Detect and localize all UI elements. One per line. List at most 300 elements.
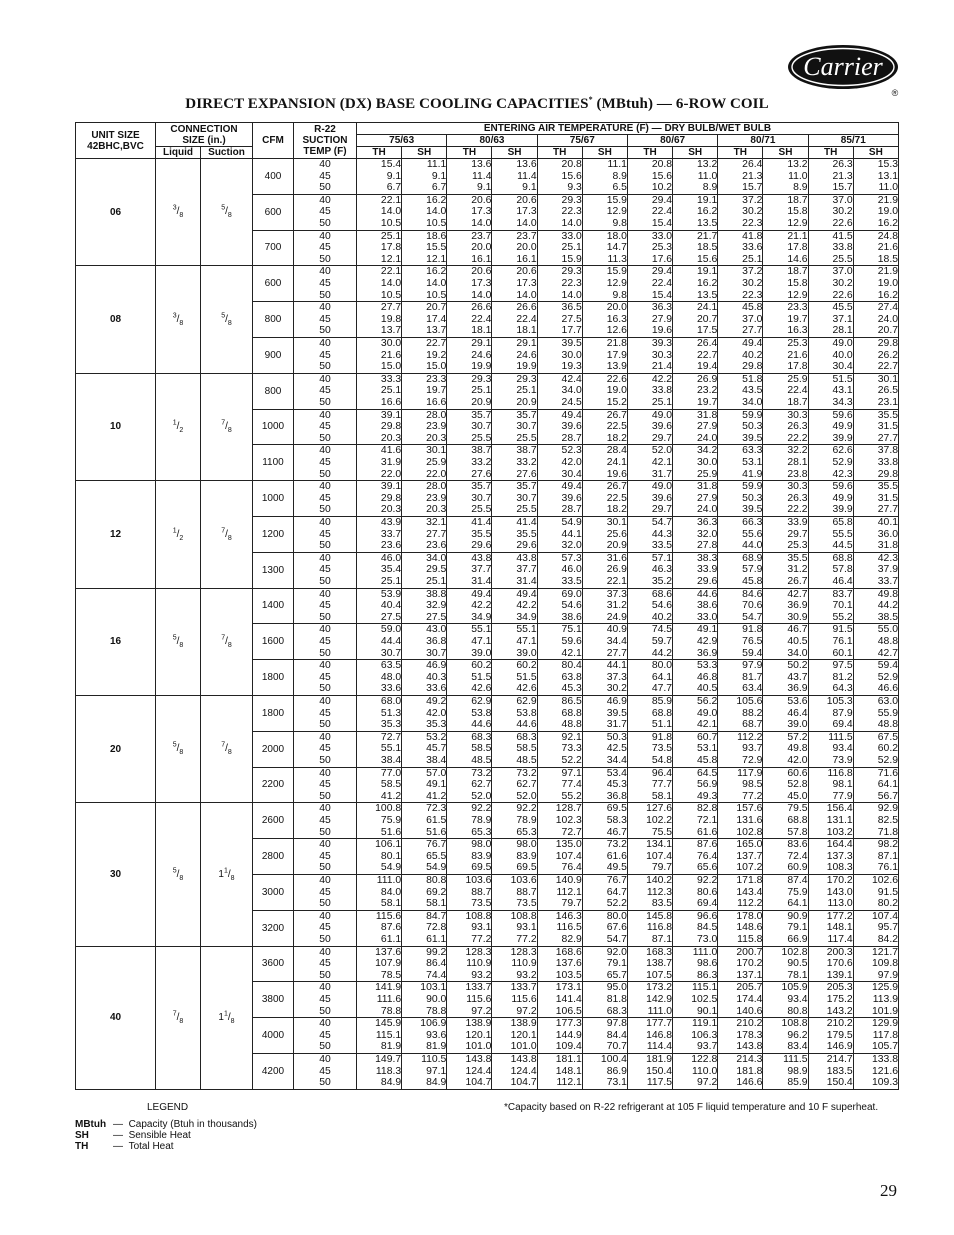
fraction: $^5/_8$ [172,867,184,882]
capacity-value: 120.1 [465,1029,492,1041]
header-th: TH [447,147,492,159]
capacity-value: 20.6 [471,266,492,278]
sensible-heat-cell [402,982,447,1018]
capacity-value: 27.7 [877,504,898,516]
capacity-value: 52.9 [877,754,898,766]
cfm-cell: 1800 [253,695,294,731]
capacity-value: 16.2 [697,206,718,218]
capacity-value: 44.2 [877,600,898,612]
capacity-value: 31.8 [877,540,898,552]
capacity-value: 25.1 [471,385,492,397]
total-heat-cell [718,1018,763,1054]
capacity-value: 90.0 [426,993,447,1005]
capacity-value: 90.5 [787,958,808,970]
suction-temp: 40 [319,194,331,206]
capacity-value: 19.4 [697,361,718,373]
capacity-value: 49.1 [697,624,718,636]
capacity-value: 42.0 [426,707,447,719]
suction-temp: 45 [319,242,331,254]
capacity-value: 27.9 [697,492,718,504]
capacity-value: 12.9 [787,289,808,301]
suction-temp: 50 [319,253,331,265]
suction-temp-cell [294,302,357,338]
capacity-value: 20.6 [516,266,537,278]
capacity-value: 51.6 [380,826,402,838]
capacity-value: 27.7 [380,302,402,314]
capacity-value: 26.7 [787,575,808,587]
liquid-size-cell [156,159,201,266]
legend-desc: Total Heat [128,1141,174,1152]
sensible-heat-cell [582,695,627,731]
capacity-value: 64.1 [651,671,673,683]
total-heat-cell [627,1018,672,1054]
capacity-value: 60.2 [516,660,537,672]
sensible-heat-cell [402,660,447,696]
sensible-heat-cell [582,1053,627,1089]
capacity-value: 45.5 [832,302,853,314]
capacity-value: 26.4 [742,159,763,170]
capacity-value: 54.6 [561,600,582,612]
total-heat-cell [447,803,492,839]
capacity-value: 111.5 [783,1053,808,1065]
total-heat-cell [447,624,492,660]
capacity-value: 87.1 [651,933,673,945]
capacity-value: 15.6 [561,170,582,182]
sensible-heat-cell [763,266,808,302]
suction-temp-cell [294,839,357,875]
capacity-value: 40.1 [877,516,898,528]
total-heat-cell [718,588,763,624]
suction-temp: 45 [319,707,331,719]
capacity-value: 52.3 [561,445,582,457]
sensible-heat-cell [853,445,898,481]
capacity-value: 44.6 [471,719,492,731]
capacity-value: 53.2 [426,731,447,743]
capacity-value: 57.8 [832,564,853,576]
capacity-value: 43.9 [380,516,402,528]
cfm-cell: 3600 [253,946,294,982]
capacity-value: 55.9 [877,707,898,719]
sensible-heat-cell [492,337,537,373]
table-row [76,803,899,839]
capacity-value: 144.9 [555,1029,582,1041]
capacity-value: 62.7 [516,779,537,791]
capacity-value: 63.5 [380,660,402,672]
suction-temp: 45 [319,528,331,540]
capacity-value: 40.0 [832,349,853,361]
table-row [76,695,899,731]
capacity-value: 13.6 [471,159,492,170]
suction-temp: 50 [319,1041,331,1053]
capacity-value: 78.5 [380,969,402,981]
capacity-value: 107.4 [555,850,582,862]
liquid-size-cell [156,373,201,480]
capacity-value: 15.8 [787,206,808,218]
capacity-value: 30.2 [832,206,853,218]
capacity-value: 14.7 [606,242,627,254]
suction-temp-cell [294,481,357,517]
capacity-value: 9.1 [386,170,402,182]
cfm-cell: 3200 [253,910,294,946]
capacity-value: 22.4 [651,206,673,218]
capacity-value: 39.0 [787,719,808,731]
capacity-value: 60.7 [697,731,718,743]
capacity-value: 17.3 [471,206,492,218]
sensible-heat-cell [763,874,808,910]
capacity-value: 116.8 [827,767,853,779]
total-heat-cell [808,266,853,302]
capacity-value: 58.5 [471,743,492,755]
capacity-value: 46.3 [651,564,673,576]
total-heat-cell [627,373,672,409]
capacity-value: 29.3 [561,194,582,206]
capacity-value: 21.8 [606,337,627,349]
total-heat-cell [718,874,763,910]
capacity-value: 65.6 [697,862,718,874]
capacity-value: 24.8 [877,230,898,242]
capacity-value: 20.7 [877,325,898,337]
capacity-value: 20.9 [471,396,492,408]
capacity-value: 73.5 [516,898,537,910]
total-heat-cell [447,767,492,803]
sensible-heat-cell [763,552,808,588]
suction-temp: 50 [319,611,331,623]
capacity-value: 105.7 [871,1041,898,1053]
capacity-value: 73.5 [651,743,673,755]
suction-temp: 45 [319,1065,331,1077]
capacity-value: 48.5 [516,754,537,766]
capacity-value: 20.0 [606,302,627,314]
header-condition: 75/67 [537,135,627,147]
capacity-value: 133.7 [465,982,492,994]
suction-temp: 50 [319,1077,331,1089]
suction-temp: 40 [319,588,331,600]
capacity-value: 70.6 [742,600,763,612]
total-heat-cell [718,159,763,195]
sensible-heat-cell [582,516,627,552]
capacity-value: 108.3 [826,862,853,874]
capacity-value: 6.7 [431,182,447,194]
capacity-value: 13.6 [516,159,537,170]
capacity-value: 98.0 [516,839,537,851]
capacity-value: 38.4 [380,754,402,766]
capacity-value: 77.9 [832,790,853,802]
capacity-value: 25.6 [606,528,627,540]
capacity-value: 128.3 [510,946,537,958]
capacity-value: 31.7 [606,719,627,731]
capacity-value: 54.7 [651,516,673,528]
total-heat-cell [718,946,763,982]
capacity-value: 77.0 [380,767,402,779]
capacity-value: 39.0 [471,647,492,659]
suction-temp: 45 [319,635,331,647]
capacity-value: 27.5 [426,611,447,623]
sensible-heat-cell [673,1018,718,1054]
capacity-value: 45.3 [606,779,627,791]
sensible-heat-cell [853,337,898,373]
suction-size-cell [201,373,253,480]
capacity-value: 41.2 [426,790,447,802]
capacity-value: 107.2 [736,862,763,874]
capacity-value: 49.9 [832,492,853,504]
cfm-cell: 2800 [253,839,294,875]
suction-temp: 50 [319,325,331,337]
capacity-value: 11.1 [607,159,627,170]
legend-dash: — [113,1141,123,1152]
capacity-value: 102.5 [691,993,718,1005]
capacity-value: 82.5 [877,814,898,826]
total-heat-cell [447,588,492,624]
suction-temp-cell [294,337,357,373]
cfm-cell: 1000 [253,409,294,445]
capacity-value: 42.2 [651,373,673,385]
capacity-value: 124.4 [465,1065,492,1077]
suction-temp: 50 [319,1005,331,1017]
fraction-numerator: 1 [223,867,228,875]
total-heat-cell [357,1018,402,1054]
fraction: $^3/_8$ [172,312,184,327]
total-heat-cell [627,874,672,910]
capacity-value: 58.5 [380,779,402,791]
suction-temp: 50 [319,933,331,945]
capacity-value: 80.6 [697,886,718,898]
fraction-numerator: 3 [172,312,177,320]
capacity-value: 14.6 [787,253,808,265]
capacity-value: 33.0 [697,611,718,623]
capacity-value: 43.8 [516,552,537,564]
total-heat-cell [718,445,763,481]
suction-temp: 45 [319,492,331,504]
capacity-value: 36.9 [697,647,718,659]
capacity-value: 64.1 [877,779,898,791]
capacity-value: 35.5 [471,528,492,540]
capacity-value: 76.4 [697,850,718,862]
suction-temp: 40 [319,230,331,242]
capacity-value: 15.6 [697,253,718,265]
capacity-value: 27.5 [561,313,582,325]
suction-temp: 40 [319,982,331,994]
capacity-value: 115.6 [375,910,402,922]
capacity-value: 28.4 [606,445,627,457]
capacity-value: 14.0 [471,289,492,301]
capacity-value: 83.7 [832,588,853,600]
suction-temp-cell [294,946,357,982]
capacity-value: 56.9 [697,779,718,791]
capacity-value: 115.1 [692,982,718,994]
capacity-value: 25.3 [787,337,808,349]
sensible-heat-cell [673,337,718,373]
sensible-heat-cell [763,695,808,731]
capacity-value: 42.7 [877,647,898,659]
capacity-value: 53.8 [516,707,537,719]
capacity-value: 24.5 [561,396,582,408]
capacity-value: 44.4 [380,635,402,647]
sensible-heat-cell [853,767,898,803]
capacity-value: 101.0 [465,1041,492,1053]
capacity-value: 90.9 [787,910,808,922]
sensible-heat-cell [763,159,808,195]
sensible-heat-cell [402,194,447,230]
fraction-denominator: 8 [179,641,184,649]
capacity-value: 112.2 [737,898,763,910]
capacity-value: 171.8 [736,874,763,886]
capacity-value: 36.3 [651,302,673,314]
capacity-value: 44.2 [651,647,673,659]
capacity-value: 15.8 [787,277,808,289]
suction-temp: 40 [319,874,331,886]
capacity-value: 72.8 [426,922,447,934]
capacity-value: 63.3 [742,445,763,457]
capacity-value: 42.0 [561,456,582,468]
capacity-value: 177.2 [826,910,853,922]
capacity-value: 17.3 [516,277,537,289]
capacity-value: 25.3 [651,242,673,254]
capacity-value: 22.0 [380,468,402,480]
capacity-value: 10.5 [380,289,402,301]
capacity-value: 46.8 [697,671,718,683]
suction-temp-cell [294,409,357,445]
capacity-value: 54.6 [651,600,673,612]
sensible-heat-cell [492,946,537,982]
page-number: 29 [880,1181,897,1200]
suction-temp-cell [294,516,357,552]
fraction-denominator: 8 [227,319,232,327]
fraction-denominator: 2 [179,534,184,542]
capacity-value: 37.0 [742,313,763,325]
total-heat-cell [447,946,492,982]
capacity-value: 55.5 [832,528,853,540]
capacity-value: 18.7 [787,194,808,206]
suction-temp: 45 [319,886,331,898]
capacity-value: 77.2 [471,933,492,945]
capacity-value: 38.5 [877,611,898,623]
capacity-value: 45.3 [561,683,582,695]
suction-temp: 40 [319,409,331,421]
capacity-value: 37.0 [832,194,853,206]
capacity-value: 107.4 [871,910,898,922]
capacity-value: 42.9 [697,635,718,647]
capacity-value: 44.1 [606,660,627,672]
capacity-value: 52.2 [561,754,582,766]
capacity-value: 41.4 [471,516,492,528]
capacity-value: 35.3 [380,719,402,731]
capacity-value: 14.0 [561,217,582,229]
capacity-value: 103.1 [420,982,447,994]
capacity-value: 27.6 [516,468,537,480]
capacity-value: 157.6 [736,803,763,815]
capacity-value: 15.2 [606,396,627,408]
sensible-heat-cell [853,516,898,552]
capacity-value: 40.2 [651,611,673,623]
capacity-value: 177.7 [646,1018,673,1030]
total-heat-cell [808,159,853,195]
capacity-value: 52.0 [516,790,537,802]
capacity-value: 122.8 [691,1053,718,1065]
capacity-value: 30.2 [832,277,853,289]
capacity-value: 61.6 [697,826,718,838]
capacity-value: 25.1 [380,575,402,587]
sensible-heat-cell [673,731,718,767]
capacity-value: 44.5 [832,540,853,552]
capacity-value: 20.3 [426,504,447,516]
capacity-value: 27.9 [697,421,718,433]
capacity-value: 102.2 [646,814,673,826]
capacity-value: 37.7 [516,564,537,576]
legend-abbr: SH [75,1130,89,1141]
capacity-value: 77.7 [651,779,673,791]
capacity-value: 34.3 [832,396,853,408]
fraction: $1^1/_8$ [218,867,235,882]
capacity-value: 170.6 [826,958,853,970]
capacity-value: 8.9 [793,182,808,194]
capacity-value: 97.1 [561,767,582,779]
capacity-value: 83.5 [651,898,673,910]
capacity-value: 30.4 [561,468,582,480]
header-suction: Suction [201,147,253,159]
capacity-value: 64.5 [697,767,718,779]
capacity-value: 43.8 [471,552,492,564]
suction-temp: 40 [319,552,331,564]
capacity-value: 38.8 [426,588,447,600]
capacity-value: 112.1 [556,886,582,898]
capacity-value: 35.7 [471,409,492,421]
capacity-value: 205.3 [826,982,853,994]
capacity-value: 36.0 [877,528,898,540]
capacity-value: 61.5 [426,814,447,826]
header-sh: SH [673,147,718,159]
capacity-value: 54.9 [561,516,582,528]
capacity-value: 135.0 [555,839,582,851]
fraction-numerator: 3 [172,205,177,213]
header-th: TH [537,147,582,159]
capacity-value: 91.8 [651,731,673,743]
suction-temp-cell [294,767,357,803]
capacity-value: 59.7 [651,635,673,647]
capacity-value: 51.3 [380,707,402,719]
capacity-value: 85.9 [651,695,673,707]
cfm-cell: 1100 [253,445,294,481]
capacity-value: 79.1 [787,922,808,934]
total-heat-cell [808,767,853,803]
capacity-value: 67.6 [606,922,627,934]
suction-temp-cell [294,1018,357,1054]
total-heat-cell [537,230,582,266]
capacity-value: 80.0 [651,660,673,672]
capacity-value: 52.0 [471,790,492,802]
capacity-value: 10.5 [380,217,402,229]
suction-temp: 40 [319,731,331,743]
capacity-value: 12.6 [606,325,627,337]
suction-temp: 45 [319,958,331,970]
capacity-value: 84.6 [742,588,763,600]
sensible-heat-cell [492,874,537,910]
sensible-heat-cell [763,445,808,481]
fraction: $^7/_8$ [172,1010,184,1025]
capacity-value: 24.1 [697,302,718,314]
fraction-numerator: 5 [172,741,177,749]
capacity-value: 30.7 [516,421,537,433]
capacity-value: 140.2 [646,874,673,886]
capacity-value: 30.7 [471,421,492,433]
capacity-value: 57.0 [426,767,447,779]
capacity-value: 53.1 [742,456,763,468]
capacity-value: 179.5 [826,1029,853,1041]
capacity-value: 39.5 [742,504,763,516]
capacity-value: 57.2 [787,731,808,743]
capacity-value: 17.6 [651,253,673,265]
sensible-heat-cell [673,230,718,266]
capacity-value: 68.9 [742,552,763,564]
